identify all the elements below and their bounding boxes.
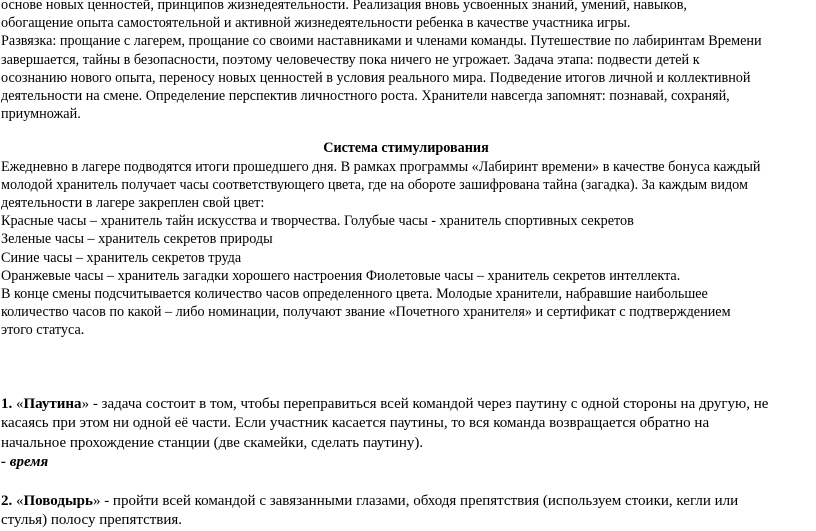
task-1-line-2: касаясь при этом ни одной её части. Если участник касается паутины, то вся команда возвращается обратно на — [1, 415, 710, 432]
task-1-close-quote: » — [81, 395, 90, 412]
task-2-close-quote: » — [92, 492, 101, 509]
task-2-open-quote: « — [12, 492, 24, 509]
task-2-number: 2. — [1, 492, 13, 509]
task-2 — [1, 492, 811, 531]
section-line: Синие часы – хранитель секретов труда — [1, 249, 242, 266]
section-line: этого статуса. — [1, 322, 85, 339]
task-1-note: - время — [1, 454, 49, 471]
section-line: количество часов по какой – либо номинации, получают звание «Почетного хранителя» и сертификат с подтверждением — [1, 304, 731, 321]
task-2-line-1 — [1, 492, 811, 512]
task-1-number: 1. — [1, 395, 13, 412]
task-2-description: - пройти всей командой с завязанными глазами, обходя препятствия (используем стоики, кегли или — [100, 492, 739, 509]
intro-line: деятельности на смене. Определение перспектив личностного роста. Хранители навсегда запомнят: познавай, сохраняй, — [1, 88, 730, 105]
task-1-line-1 — [1, 395, 811, 415]
section-line: Оранжевые часы – хранитель загадки хорошего настроения Фиолетовые часы – хранитель секретов интеллекта. — [1, 267, 681, 284]
section-line: Ежедневно в лагере подводятся итоги прошедшего дня. В рамках программы «Лабиринт времени» в качестве бонуса каждый — [1, 158, 761, 175]
blank-space — [1, 473, 811, 492]
intro-paragraph — [1, 0, 811, 123]
intro-line: приумножай. — [1, 106, 81, 123]
task-1-line-3: начальное прохождение станции (две скамейки, сделать паутину). — [1, 434, 424, 451]
section-line: молодой хранитель получает часы соответствующего цвета, где на обороте зашифрована тайна (загадка). За каждым видом — [1, 176, 748, 193]
intro-line: Развязка: прощание с лагерем, прощание со своими наставниками и членами команды. Путешествие по лабиринтам Времени — [1, 33, 762, 50]
section-line: деятельности в лагере закреплен свой цвет: — [1, 195, 265, 212]
section-line: Красные часы – хранитель тайн искусства и творчества. Голубые часы - хранитель спортивных секретов — [1, 213, 634, 230]
task-2-name: Поводырь — [23, 492, 93, 509]
section-line: В конце смены подсчитывается количество часов определенного цвета. Молодые хранители, набравшие наибольшее — [1, 286, 708, 303]
section-line: Зеленые часы – хранитель секретов природы — [1, 231, 273, 248]
task-1-open-quote: « — [12, 395, 24, 412]
intro-line: обогащение опыта самостоятельной и активной жизнедеятельности ребенка в качестве участника игры. — [1, 15, 631, 32]
intro-line: осознанию нового опыта, переносу новых ценностей в условия реального мира. Подведение итогов личной и коллективной — [1, 69, 751, 86]
task-1-description: - задача состоит в том, чтобы переправиться всей командой через паутину с одной стороны на другую, не — [89, 395, 769, 412]
task-2-line-2: стулья) полосу препятствия. — [1, 512, 183, 529]
intro-line: завершается, тайны в безопасности, поэтому человечеству пока ничего не угрожает. Задача этапа: подвести детей к — [1, 51, 700, 68]
task-1-name: Паутина — [23, 395, 82, 412]
section-title: Система стимулирования — [323, 140, 489, 157]
task-1 — [1, 395, 811, 473]
blank-space — [1, 340, 811, 395]
intro-line: основе новых ценностей, принципов жизнедеятельности. Реализация вновь усвоенных знаний, умений, навыков, — [1, 0, 687, 13]
section-paragraph — [1, 158, 811, 340]
